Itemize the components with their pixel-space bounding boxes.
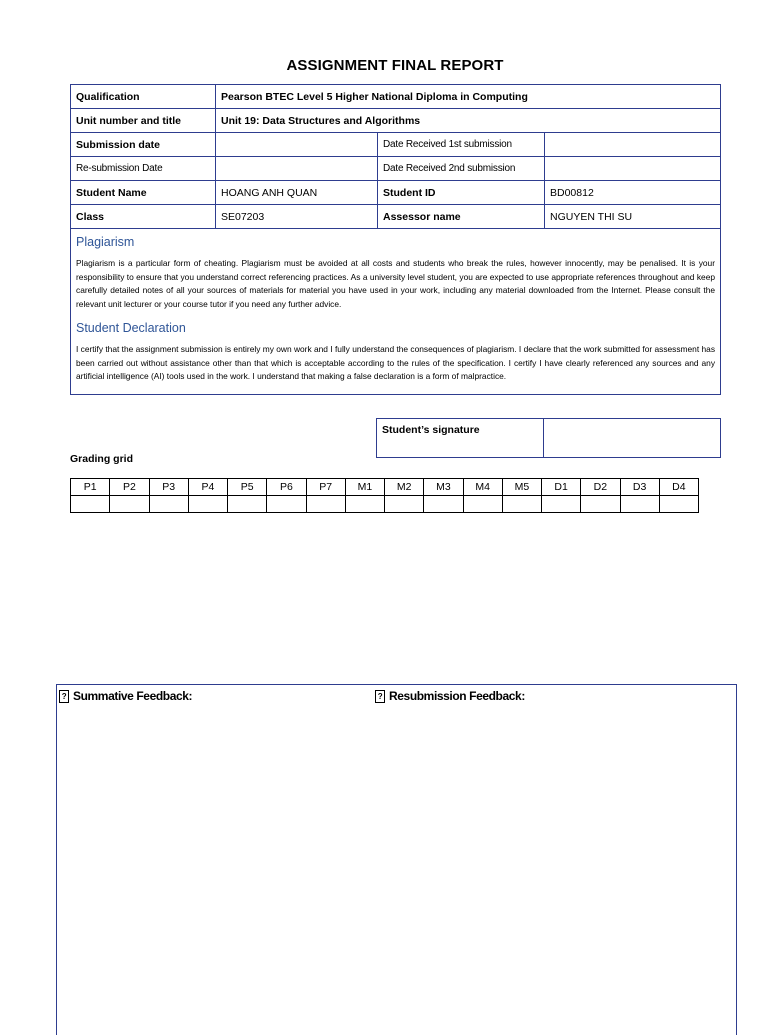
grading-cell-p7[interactable] xyxy=(306,496,345,513)
table-row xyxy=(71,85,721,109)
placeholder-box-icon: ? xyxy=(375,690,385,703)
grading-cell-p6[interactable] xyxy=(267,496,306,513)
grading-criterion-p6: P6 xyxy=(267,479,306,496)
declaration-text: I certify that the assignment submission is entirely my own work and I fully understand the consequences of plagiarism. I declare that the work submitted for assessment has been carried out without assistance other than that which is acceptable according to the rules of the specification. I certify I have clearly referenced any sources and any artificial intelligence (AI) tools used in the work. I understand that making a false declaration is a form of malpractice. xyxy=(76,344,716,381)
grading-cell-d4[interactable] xyxy=(659,496,698,513)
class-value: SE07203 xyxy=(216,205,378,229)
grading-cell-m2[interactable] xyxy=(385,496,424,513)
grading-grid-label: Grading grid xyxy=(70,453,133,465)
date-received-1-label: Date Received 1st submission xyxy=(378,133,545,157)
grading-criterion-d1: D1 xyxy=(542,479,581,496)
grading-cell-m5[interactable] xyxy=(502,496,541,513)
signature-field[interactable] xyxy=(544,419,721,458)
student-name-label: Student Name xyxy=(71,181,216,205)
table-row xyxy=(377,419,721,458)
declaration-cell xyxy=(71,229,721,395)
resubmission-feedback-label xyxy=(375,689,525,703)
summative-feedback-text: Summative Feedback: xyxy=(73,689,193,703)
unit-label: Unit number and title xyxy=(71,109,216,133)
table-row xyxy=(71,205,721,229)
table-row xyxy=(71,181,721,205)
resubmission-date-label: Re-submission Date xyxy=(71,157,216,181)
grading-criterion-p3: P3 xyxy=(149,479,188,496)
grading-cell-p2[interactable] xyxy=(110,496,149,513)
date-received-1-value[interactable] xyxy=(545,133,721,157)
report-title: ASSIGNMENT FINAL REPORT xyxy=(286,57,504,74)
signature-block xyxy=(376,418,720,458)
qualification-label: Qualification xyxy=(71,85,216,109)
table-row xyxy=(71,133,721,157)
grading-criterion-p1: P1 xyxy=(71,479,110,496)
declaration-heading: Student Declaration xyxy=(76,321,186,335)
feedback-box xyxy=(56,684,737,1035)
qualification-value: Pearson BTEC Level 5 Higher National Diploma in Computing xyxy=(216,85,721,109)
grading-cell-p5[interactable] xyxy=(228,496,267,513)
grading-criterion-d3: D3 xyxy=(620,479,659,496)
grading-cell-d3[interactable] xyxy=(620,496,659,513)
class-label: Class xyxy=(71,205,216,229)
table-row xyxy=(71,109,721,133)
submission-date-label: Submission date xyxy=(71,133,216,157)
grading-grid-value-row xyxy=(71,496,699,513)
plagiarism-text: Plagiarism is a particular form of cheating. Plagiarism must be avoided at all costs and students who break the rules, however innocently, may be penalised. It is your responsibility to ensure that you understand correct referencing practices. As a university level student, you are expected to use appropriate references throughout and keep carefully detailed notes of all your sources of materials for material you have used in your work, including any material downloaded from the Internet. Please consult the relevant unit lecturer or your course tutor if you need any further advice. xyxy=(76,258,716,309)
assessor-label: Assessor name xyxy=(378,205,545,229)
unit-value: Unit 19: Data Structures and Algorithms xyxy=(216,109,721,133)
submission-date-value[interactable] xyxy=(216,133,378,157)
grading-criterion-p4: P4 xyxy=(188,479,227,496)
plagiarism-heading: Plagiarism xyxy=(76,235,135,249)
grading-grid xyxy=(70,478,699,513)
grading-cell-m3[interactable] xyxy=(424,496,463,513)
grading-cell-d1[interactable] xyxy=(542,496,581,513)
table-row xyxy=(71,229,721,395)
grading-cell-d2[interactable] xyxy=(581,496,620,513)
grading-cell-p4[interactable] xyxy=(188,496,227,513)
signature-label: Student’s signature xyxy=(377,419,544,458)
grading-criterion-p5: P5 xyxy=(228,479,267,496)
grading-criterion-m4: M4 xyxy=(463,479,502,496)
grading-criterion-m2: M2 xyxy=(385,479,424,496)
grading-criterion-p2: P2 xyxy=(110,479,149,496)
date-received-2-value[interactable] xyxy=(545,157,721,181)
grading-cell-p1[interactable] xyxy=(71,496,110,513)
grading-cell-m4[interactable] xyxy=(463,496,502,513)
student-id-label: Student ID xyxy=(378,181,545,205)
student-name-value: HOANG ANH QUAN xyxy=(216,181,378,205)
placeholder-box-icon: ? xyxy=(59,690,69,703)
grading-criterion-m3: M3 xyxy=(424,479,463,496)
grading-criterion-m1: M1 xyxy=(345,479,384,496)
table-row xyxy=(71,157,721,181)
grading-cell-p3[interactable] xyxy=(149,496,188,513)
grading-grid-header-row xyxy=(71,479,699,496)
grading-criterion-p7: P7 xyxy=(306,479,345,496)
resubmission-feedback-text: Resubmission Feedback: xyxy=(389,689,525,703)
grading-cell-m1[interactable] xyxy=(345,496,384,513)
info-table xyxy=(70,84,721,395)
grading-criterion-d2: D2 xyxy=(581,479,620,496)
summative-feedback-label xyxy=(59,689,192,703)
grading-criterion-d4: D4 xyxy=(659,479,698,496)
assessor-value: NGUYEN THI SU xyxy=(545,205,721,229)
student-id-value: BD00812 xyxy=(545,181,721,205)
resubmission-date-value[interactable] xyxy=(216,157,378,181)
date-received-2-label: Date Received 2nd submission xyxy=(378,157,545,181)
grading-criterion-m5: M5 xyxy=(502,479,541,496)
